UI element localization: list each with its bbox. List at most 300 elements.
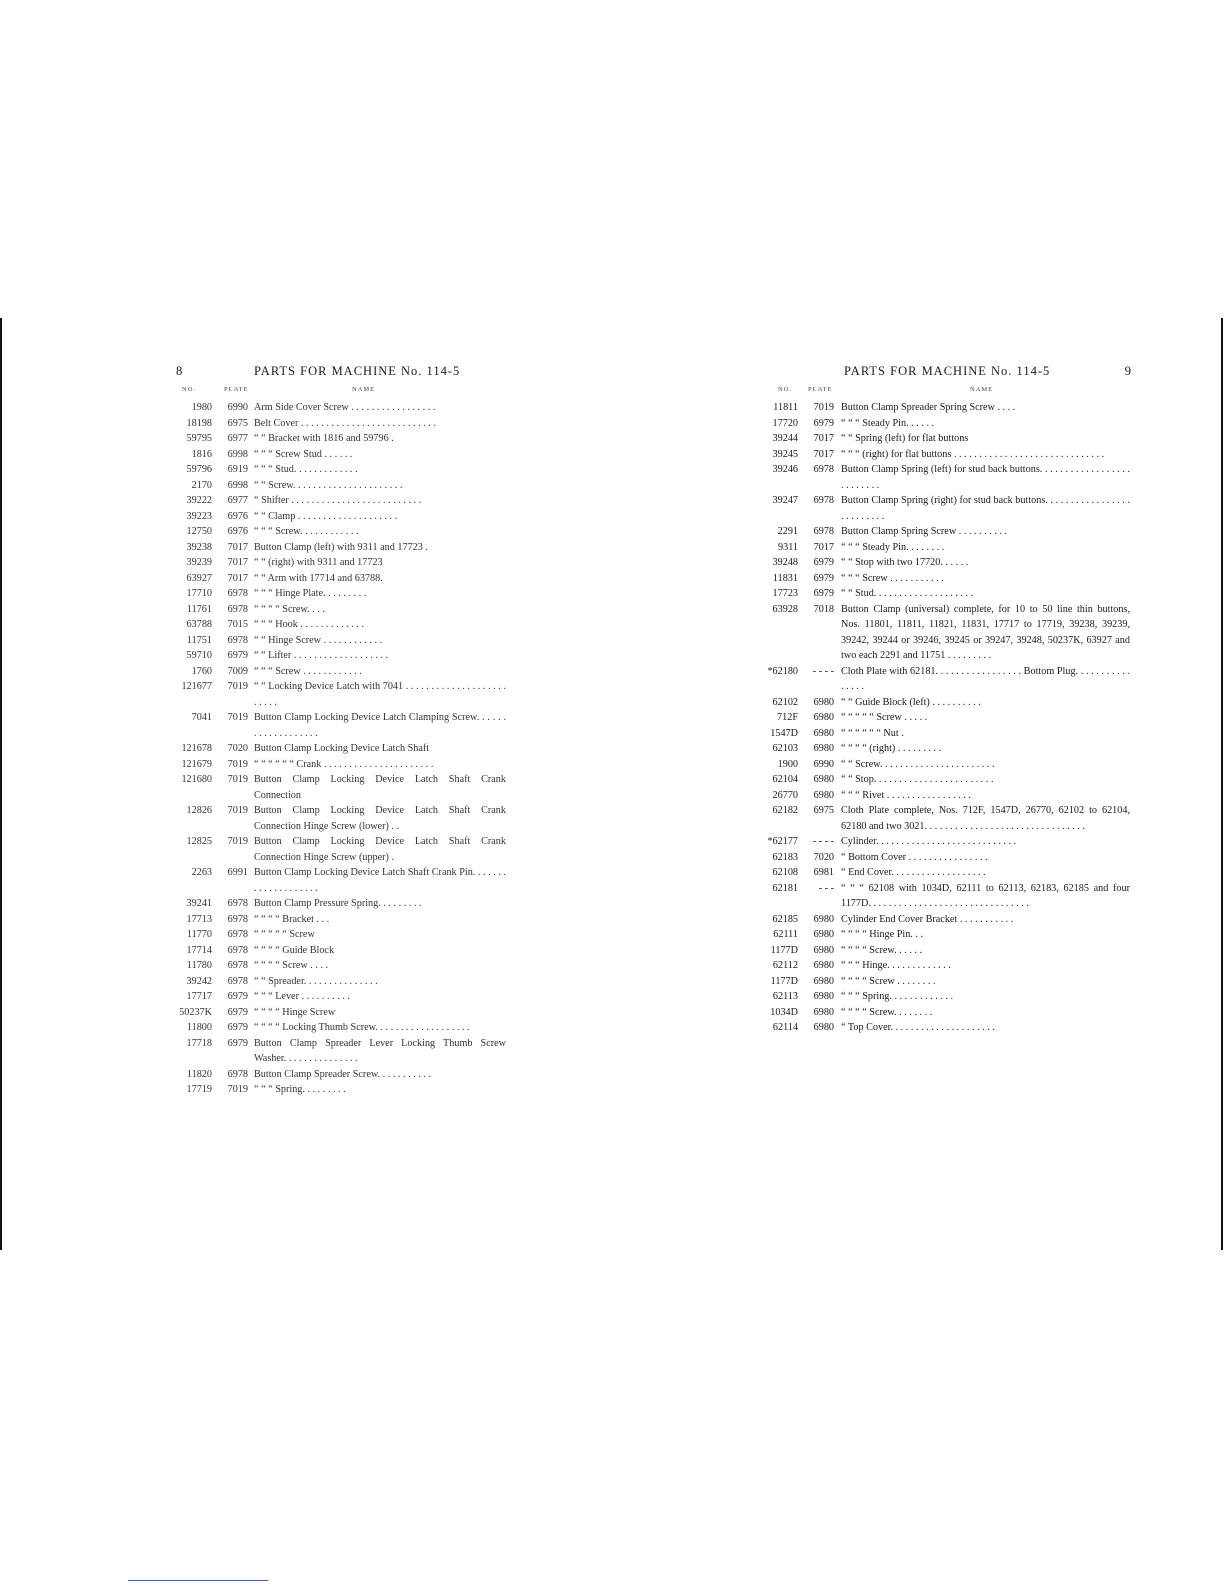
part-row (760, 400, 1132, 416)
part-name: “ “ Guide Block (left) . . . . . . . . . . (841, 696, 981, 708)
part-row (172, 912, 508, 928)
part-name: Arm Side Cover Screw . . . . . . . . . . . . . . . . . (254, 402, 436, 413)
part-no: 62183 (772, 851, 798, 863)
part-no: 39222 (186, 495, 212, 506)
part-no: 59795 (186, 433, 212, 444)
page-number: 8 (176, 364, 184, 378)
part-no: 11751 (186, 634, 212, 646)
part-plate: 6975 (227, 417, 248, 429)
part-name: “ Shifter . . . . . . . . . . . . . . . . . . . . . . . . . . (254, 495, 422, 506)
part-no: 12826 (186, 805, 212, 816)
part-row (172, 943, 508, 959)
part-no: 17714 (186, 944, 212, 956)
part-name: Button Clamp Spreader Spring Screw . . . . (841, 402, 1016, 413)
part-name: “ “ Clamp . . . . . . . . . . . . . . . . . . . . (254, 510, 398, 522)
part-row (172, 462, 508, 478)
part-row (760, 431, 1132, 447)
part-no: *62180 (767, 665, 798, 677)
part-name: “ “ “ (right) for flat buttons . . . . . . . . . . . . . . . . . . . . . . . . . . . . . . (841, 448, 1105, 460)
column-header-name: NAME (970, 386, 994, 393)
part-plate: 6977 (227, 433, 248, 444)
part-row (172, 989, 508, 1005)
part-row (172, 757, 508, 773)
part-no: 26770 (772, 789, 798, 801)
part-no: 712F (777, 712, 798, 723)
part-no: 17723 (772, 588, 798, 599)
part-row (172, 1036, 508, 1067)
part-no: 62108 (772, 867, 798, 878)
part-row (760, 974, 1132, 990)
part-row (760, 493, 1132, 524)
part-plate: 6980 (813, 1006, 834, 1018)
part-no: 1177D (770, 944, 798, 956)
part-name: “ “ Stop. . . . . . . . . . . . . . . . . . . . . . . . (841, 774, 994, 785)
part-name: Button Clamp Spring Screw . . . . . . . . . . (841, 526, 1008, 537)
part-name: “ “ “ 62108 with 1034D, 62111 to 62113, 62183, 62185 and four 1177D. . . . . . . . . . . . . . . . . . . . . . . . . . . . . . . . (841, 882, 1130, 909)
part-plate: 6980 (813, 743, 834, 754)
part-no: 11831 (772, 572, 798, 584)
part-name: “ “ “ Screw . . . . . . . . . . . (841, 572, 944, 584)
part-plate: 7019 (227, 681, 248, 692)
part-plate: 6978 (227, 588, 248, 599)
part-row (172, 958, 508, 974)
part-no: 39244 (772, 433, 798, 444)
part-name: “ “ “ “ Locking Thumb Screw. . . . . . . . . . . . . . . . . . . (254, 1022, 470, 1033)
part-no: 121680 (181, 774, 212, 785)
part-plate: 6978 (227, 913, 248, 925)
part-name: “ “ Spring (left) for flat buttons (841, 433, 969, 444)
part-name: “ “ “ “ Hinge Screw (254, 1006, 336, 1018)
part-plate: 7019 (227, 1084, 248, 1095)
part-name: “ “ “ Hinge Plate. . . . . . . . . (254, 588, 367, 599)
part-no: 11800 (186, 1022, 212, 1033)
part-plate: 7019 (227, 758, 248, 770)
part-row (172, 664, 508, 680)
part-name: “ “ “ Screw. . . . . . . . . . . . (254, 526, 359, 537)
part-name: “ “ Stop with two 17720. . . . . . (841, 557, 969, 568)
part-no: 39246 (772, 464, 798, 475)
part-plate: 6981 (813, 867, 834, 878)
part-name: “ “ Lifter . . . . . . . . . . . . . . . . . . . (254, 650, 389, 661)
column-header-no: NO. (182, 386, 197, 393)
part-row (760, 540, 1132, 556)
left-page (172, 364, 508, 1098)
part-name: Button Clamp Locking Device Latch Shaft Crank Connection (254, 774, 506, 801)
part-plate: 6979 (227, 991, 248, 1002)
part-plate: 7017 (813, 541, 834, 553)
part-no: 18198 (186, 417, 212, 429)
part-row (760, 664, 1132, 695)
part-name: “ “ “ “ “ “ Crank . . . . . . . . . . . . . . . . . . . . . . (254, 758, 434, 770)
part-row (172, 633, 508, 649)
part-name: Button Clamp Locking Device Latch Shaft (254, 743, 430, 754)
part-plate: 6979 (813, 417, 834, 429)
part-row (760, 726, 1132, 742)
part-no: 39239 (186, 557, 212, 568)
part-plate: 6978 (227, 929, 248, 940)
part-plate: 7017 (813, 433, 834, 444)
part-row (760, 447, 1132, 463)
part-plate: 6978 (227, 1068, 248, 1080)
part-plate: 6998 (227, 448, 248, 460)
part-row (172, 679, 508, 710)
part-plate: 7017 (227, 541, 248, 553)
part-name: Button Clamp Locking Device Latch Shaft Crank Connection Hinge Screw (upper) . (254, 836, 506, 863)
part-row (760, 989, 1132, 1005)
part-plate: - - - (818, 882, 834, 894)
part-no: 62102 (772, 696, 798, 708)
part-name: “ “ “ Spring. . . . . . . . . (254, 1084, 346, 1095)
part-no: 39247 (772, 495, 798, 506)
part-name: Belt Cover . . . . . . . . . . . . . . . . . . . . . . . . . . . (254, 417, 436, 429)
part-no: 11811 (773, 402, 798, 413)
part-plate: 6978 (227, 960, 248, 971)
page-header (172, 364, 508, 386)
column-header-plate: PLATE (808, 386, 833, 393)
part-row (172, 974, 508, 990)
part-row (760, 943, 1132, 959)
part-name: “ “ Hinge Screw . . . . . . . . . . . . (254, 634, 383, 646)
part-plate: 6980 (813, 975, 834, 987)
part-no: 11761 (186, 603, 212, 615)
part-row (760, 865, 1132, 881)
part-plate: 7019 (227, 805, 248, 816)
part-no: 62103 (772, 743, 798, 754)
bottom-underline-link[interactable] (128, 1580, 268, 1581)
part-name: “ “ “ Hinge. . . . . . . . . . . . . (841, 960, 951, 971)
part-name: Button Clamp Locking Device Latch Clamping Screw. . . . . . . . . . . . . . . . . . . (254, 712, 506, 739)
part-plate: 6978 (227, 898, 248, 909)
part-row (760, 555, 1132, 571)
part-row (760, 958, 1132, 974)
part-plate: 6976 (227, 510, 248, 522)
part-name: “ “ Locking Device Latch with 7041 . . . . . . . . . . . . . . . . . . . . . . . . . (254, 681, 506, 708)
part-name: “ “ “ “ Hinge Pin. . . (841, 929, 924, 940)
part-no: 50237K (179, 1006, 212, 1018)
part-no: 63928 (772, 603, 798, 615)
part-no: *62177 (767, 836, 798, 847)
part-row (760, 571, 1132, 587)
part-no: 39223 (186, 510, 212, 522)
part-row (760, 912, 1132, 928)
part-plate: 6980 (813, 913, 834, 925)
part-row (760, 586, 1132, 602)
part-plate: 6979 (227, 650, 248, 661)
part-no: 62114 (772, 1022, 798, 1033)
part-name: “ “ “ Stud. . . . . . . . . . . . . (254, 464, 358, 475)
part-name: Button Clamp Spreader Screw. . . . . . . . . . . (254, 1068, 432, 1080)
part-plate: 7019 (227, 836, 248, 847)
part-plate: 6978 (813, 464, 834, 475)
column-headers (172, 386, 508, 399)
part-row (760, 772, 1132, 788)
part-no: 121679 (181, 758, 212, 770)
part-plate: 6980 (813, 696, 834, 708)
part-row (172, 509, 508, 525)
part-row (172, 540, 508, 556)
part-plate: 6979 (813, 588, 834, 599)
part-row (172, 927, 508, 943)
part-row (760, 524, 1132, 540)
part-plate: 6979 (813, 557, 834, 568)
part-name: Button Clamp Spring (left) for stud back buttons. . . . . . . . . . . . . . . . . . . . . . . . . . (841, 464, 1130, 491)
part-no: 59710 (186, 650, 212, 661)
part-plate: 7019 (813, 402, 834, 413)
part-name: “ “ “ Screw Stud . . . . . . (254, 448, 353, 460)
part-no: 17718 (186, 1037, 212, 1049)
part-name: “ “ “ Spring. . . . . . . . . . . . . (841, 991, 954, 1002)
parts-list (760, 400, 1132, 1036)
part-row (172, 586, 508, 602)
part-plate: 6998 (227, 479, 248, 491)
part-name: Cylinder End Cover Bracket . . . . . . . . . . . (841, 913, 1014, 925)
part-no: 9311 (778, 541, 798, 553)
part-no: 1980 (191, 402, 212, 413)
part-plate: 6990 (227, 402, 248, 413)
part-plate: 7019 (227, 712, 248, 723)
part-no: 12825 (186, 836, 212, 847)
part-plate: 7017 (813, 448, 834, 460)
part-no: 1547D (770, 727, 798, 739)
part-plate: - - - - (812, 665, 834, 677)
part-no: 17719 (186, 1084, 212, 1095)
part-plate: 7019 (227, 774, 248, 785)
left-page-edge (0, 318, 2, 1250)
part-name: Button Clamp Locking Device Latch Shaft Crank Connection Hinge Screw (lower) . . (254, 805, 506, 832)
part-plate: 6978 (813, 526, 834, 537)
part-no: 2291 (777, 526, 798, 537)
part-row (172, 493, 508, 509)
part-row (760, 850, 1132, 866)
part-plate: 7018 (813, 603, 834, 615)
part-plate: 6980 (813, 712, 834, 723)
part-row (172, 834, 508, 865)
part-plate: 7009 (227, 665, 248, 677)
part-row (760, 803, 1132, 834)
column-header-no: NO. (778, 386, 793, 393)
part-name: “ “ “ Screw . . . . . . . . . . . . (254, 665, 362, 677)
part-plate: 6980 (813, 944, 834, 956)
part-no: 17713 (186, 913, 212, 925)
part-no: 11770 (186, 929, 212, 940)
part-plate: 6980 (813, 789, 834, 801)
part-no: 1900 (777, 758, 798, 770)
part-name: “ “ “ “ “ Screw (254, 929, 315, 940)
part-no: 1760 (191, 665, 212, 677)
part-name: “ “ “ “ (right) . . . . . . . . . (841, 743, 942, 754)
part-no: 39245 (772, 448, 798, 460)
part-plate: 6980 (813, 727, 834, 739)
column-headers (760, 386, 1132, 399)
part-row (172, 571, 508, 587)
part-row (172, 617, 508, 633)
part-name: Button Clamp Spreader Lever Locking Thumb Screw Washer. . . . . . . . . . . . . . . (254, 1037, 506, 1064)
part-plate: 6919 (227, 464, 248, 475)
part-plate: 6978 (227, 975, 248, 987)
part-name: “ “ “ Hook . . . . . . . . . . . . . (254, 619, 365, 630)
part-no: 11820 (186, 1068, 212, 1080)
part-no: 62181 (772, 882, 798, 894)
part-no: 39248 (772, 557, 798, 568)
part-plate: 7015 (227, 619, 248, 630)
part-plate: 6980 (813, 774, 834, 785)
part-row (760, 741, 1132, 757)
part-no: 39238 (186, 541, 212, 553)
part-no: 12750 (186, 526, 212, 537)
part-no: 62104 (772, 774, 798, 785)
part-no: 62182 (772, 805, 798, 816)
part-row (760, 757, 1132, 773)
part-no: 17720 (772, 417, 798, 429)
part-name: “ “ “ “ Screw. . . . . . (841, 944, 923, 956)
part-name: Button Clamp (left) with 9311 and 17723 . (254, 541, 428, 553)
part-row (172, 710, 508, 741)
part-row (172, 741, 508, 757)
part-row (760, 1020, 1132, 1036)
page-title: PARTS FOR MACHINE No. 114-5 (254, 364, 461, 378)
part-plate: 7020 (813, 851, 834, 863)
part-name: “ “ “ Lever . . . . . . . . . . (254, 991, 350, 1002)
part-name: “ “ “ “ “ “ Nut . (841, 727, 904, 739)
right-page (760, 364, 1132, 1036)
part-name: Cylinder. . . . . . . . . . . . . . . . . . . . . . . . . . . . (841, 836, 1017, 847)
part-row (760, 834, 1132, 850)
column-header-plate: PLATE (224, 386, 249, 393)
part-plate: 7020 (227, 743, 248, 754)
part-row (172, 1020, 508, 1036)
part-plate: - - - - (812, 836, 834, 847)
part-name: “ “ “ Steady Pin. . . . . . (841, 417, 935, 429)
part-name: “ Top Cover. . . . . . . . . . . . . . . . . . . . . (841, 1022, 995, 1033)
part-name: Button Clamp Locking Device Latch Shaft Crank Pin. . . . . . . . . . . . . . . . . . . . (254, 867, 506, 894)
part-no: 59796 (186, 464, 212, 475)
part-name: Button Clamp Spring (right) for stud back buttons. . . . . . . . . . . . . . . . . . . . . . . . . . (841, 495, 1130, 522)
part-row (172, 524, 508, 540)
part-no: 1177D (770, 975, 798, 987)
part-name: “ “ “ Rivet . . . . . . . . . . . . . . . . . (841, 789, 971, 801)
part-plate: 6980 (813, 1022, 834, 1033)
part-row (172, 896, 508, 912)
part-no: 121677 (181, 681, 212, 692)
part-name: “ “ “ “ Screw. . . . (254, 603, 325, 615)
part-name: “ “ Spreader. . . . . . . . . . . . . . . (254, 975, 378, 987)
part-row (172, 400, 508, 416)
part-no: 17717 (186, 991, 212, 1002)
part-plate: 6978 (227, 603, 248, 615)
part-no: 62113 (772, 991, 798, 1002)
part-name: “ “ “ “ Guide Block (254, 944, 335, 956)
part-row (172, 431, 508, 447)
part-no: 62185 (772, 913, 798, 925)
part-plate: 6980 (813, 991, 834, 1002)
part-row (760, 462, 1132, 493)
part-row (760, 1005, 1132, 1021)
page-number: 9 (1124, 364, 1132, 378)
part-name: Button Clamp Pressure Spring. . . . . . . . . (254, 898, 422, 909)
part-plate: 6978 (227, 944, 248, 956)
part-plate: 6979 (227, 1022, 248, 1033)
part-plate: 6975 (813, 805, 834, 816)
part-plate: 6990 (813, 758, 834, 770)
right-page-edge (1221, 318, 1223, 1250)
part-plate: 6980 (813, 929, 834, 940)
part-row (172, 772, 508, 803)
part-plate: 6979 (227, 1006, 248, 1018)
part-name: “ “ “ “ Bracket . . . (254, 913, 330, 925)
part-name: “ “ “ “ Screw. . . . . . . . (841, 1006, 933, 1018)
part-no: 62112 (772, 960, 798, 971)
part-row (172, 1067, 508, 1083)
part-no: 2263 (191, 867, 212, 878)
part-no: 1034D (770, 1006, 798, 1018)
part-name: “ Bottom Cover . . . . . . . . . . . . . . . . (841, 851, 988, 863)
part-name: “ “ Stud. . . . . . . . . . . . . . . . . . . . (841, 588, 974, 599)
part-row (172, 803, 508, 834)
part-row (172, 865, 508, 896)
part-row (760, 881, 1132, 912)
part-name: “ “ Screw. . . . . . . . . . . . . . . . . . . . . . (254, 479, 403, 491)
page-title: PARTS FOR MACHINE No. 114-5 (844, 364, 1051, 378)
part-row (172, 478, 508, 494)
part-plate: 7017 (227, 572, 248, 584)
part-row (172, 555, 508, 571)
part-name: “ “ Bracket with 1816 and 59796 . (254, 433, 394, 444)
part-plate: 6980 (813, 960, 834, 971)
part-no: 63927 (186, 572, 212, 584)
part-plate: 6978 (813, 495, 834, 506)
part-row (760, 602, 1132, 664)
part-name: Cloth Plate with 62181. . . . . . . . . . . . . . . . . Bottom Plug. . . . . . . . . . . . . . . . (841, 665, 1130, 692)
part-row (172, 1082, 508, 1098)
part-no: 63788 (186, 619, 212, 630)
parts-list (172, 400, 508, 1098)
part-name: “ “ Screw. . . . . . . . . . . . . . . . . . . . . . . (841, 758, 995, 770)
part-row (172, 648, 508, 664)
page-header (760, 364, 1132, 386)
part-row (760, 710, 1132, 726)
part-row (760, 695, 1132, 711)
part-plate: 7017 (227, 557, 248, 568)
part-plate: 6977 (227, 495, 248, 506)
part-name: “ End Cover. . . . . . . . . . . . . . . . . . . (841, 867, 986, 878)
column-header-name: NAME (352, 386, 376, 393)
part-row (760, 788, 1132, 804)
part-plate: 6991 (227, 867, 248, 878)
part-no: 7041 (191, 712, 212, 723)
part-row (172, 447, 508, 463)
part-name: Button Clamp (universal) complete, for 10 to 50 line thin buttons, Nos. 11801, 11811, 11821, 11831, 17717 to 17719, 39238, 39239, 39242, 39244 or 39246, 39245 or 39247, 39248, 50237K, 63927 and two each 2291 and 11751 . . . . . . . . . (841, 603, 1130, 661)
part-no: 62111 (773, 929, 798, 940)
part-row (172, 1005, 508, 1021)
part-name: “ “ “ Steady Pin. . . . . . . . (841, 541, 945, 553)
part-row (760, 927, 1132, 943)
part-row (172, 602, 508, 618)
part-row (172, 416, 508, 432)
part-plate: 6979 (227, 1037, 248, 1049)
part-name: “ “ “ “ Screw . . . . (254, 960, 329, 971)
part-name: “ “ (right) with 9311 and 17723 (254, 557, 383, 568)
part-name: Cloth Plate complete, Nos. 712F, 1547D, 26770, 62102 to 62104, 62180 and two 3021. . . . . . . . . . . . . . . . . . . . . . . . . . . . . . . . (841, 805, 1130, 832)
part-no: 121678 (181, 743, 212, 754)
part-row (760, 416, 1132, 432)
part-name: “ “ “ “ “ Screw . . . . . (841, 712, 928, 723)
part-no: 2170 (191, 479, 212, 491)
part-plate: 6976 (227, 526, 248, 537)
part-plate: 6978 (227, 634, 248, 646)
part-no: 11780 (186, 960, 212, 971)
part-no: 1816 (191, 448, 212, 460)
part-plate: 6979 (813, 572, 834, 584)
